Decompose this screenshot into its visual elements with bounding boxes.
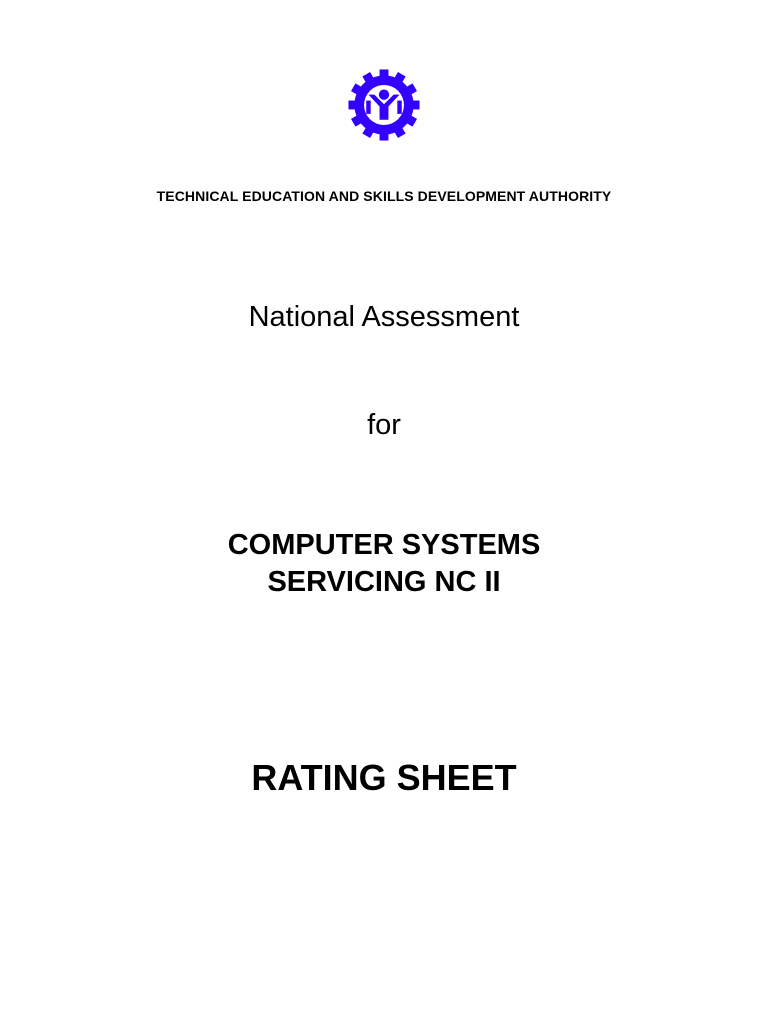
qualification-line-1: COMPUTER SYSTEMS [227, 529, 541, 561]
title-connector: for [367, 409, 401, 441]
qualification-line-2: SERVICING NC II [267, 566, 501, 598]
tesda-gear-logo-icon [347, 68, 421, 142]
qualification-title [0, 527, 768, 601]
document-type-heading: RATING SHEET [251, 757, 517, 798]
assessment-title: National Assessment [248, 301, 520, 333]
agency-name: TECHNICAL EDUCATION AND SKILLS DEVELOPMENT AUTHORITY [156, 188, 612, 204]
